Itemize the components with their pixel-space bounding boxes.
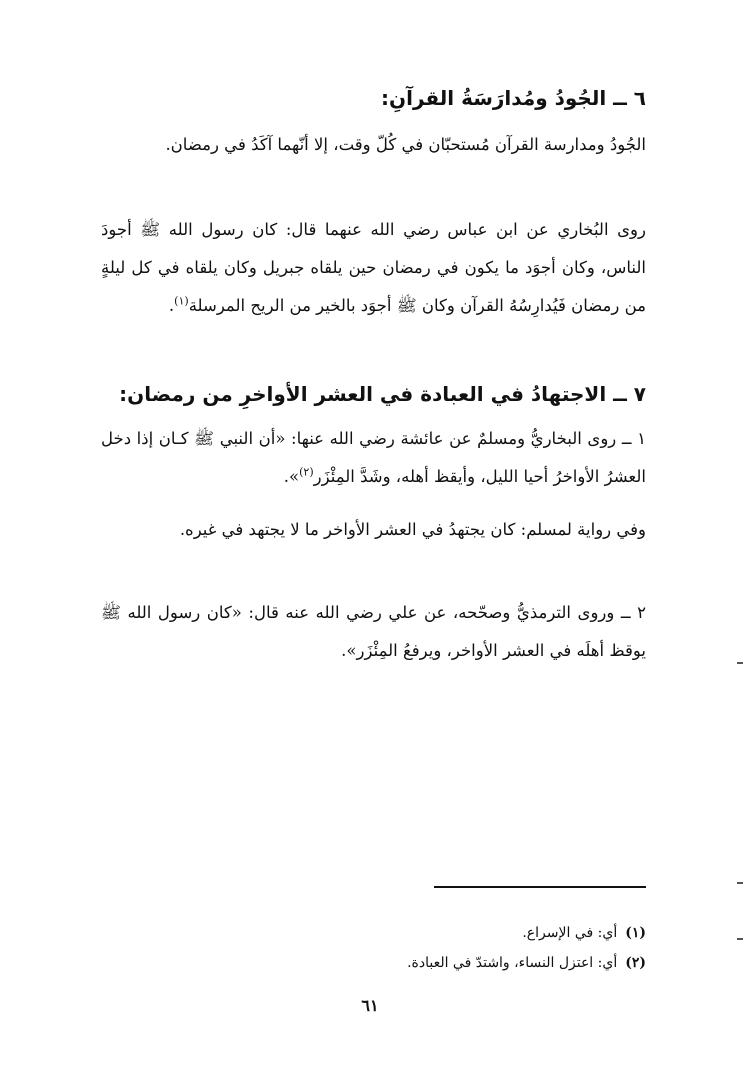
footnote-1-number: (١) <box>625 925 646 941</box>
section-7-heading: ٧ ــ الاجتهادُ في العبادة في العشر الأواخرِ من رمضان: <box>119 382 646 406</box>
section-7-paragraph-1-text: ١ ــ روى البخاريُّ ومسلمٌ عن عائشة رضي الله عنها: «أن النبي ﷺ كـان إذا دخل العشرُ الأواخرُ أحيا الليل، وأيقظ أهله، وشَدَّ المِئْزَر <box>101 429 646 486</box>
footnote-1-text: أي: في الإسراع. <box>522 925 618 941</box>
footnote-2-number: (٢) <box>625 955 646 971</box>
footnote-2-text: أي: اعتزل النساء، واشتدّ في العبادة. <box>407 955 618 971</box>
section-7-paragraph-3: ٢ ــ وروى الترمذيُّ وصحّحه، عن علي رضي الله عنه قال: «كان رسول الله ﷺ يوقظ أهلَه في العشر الأواخر، ويرفعُ المِئْزَر». <box>101 603 646 660</box>
footnotes <box>101 918 646 978</box>
section-7-paragraph-2: وفي رواية لمسلم: كان يجتهدُ في العشر الأواخر ما لا يجتهد في غيره. <box>179 520 646 539</box>
section-6-paragraph-2-text: روى البُخاري عن ابن عباس رضي الله عنهما قال: كان رسول الله ﷺ أجودَ الناس، وكان أجوَد ما يكون في رمضان حين يلقاه جبريل وكان يلقاه في كل ليلةٍ من رمضان فَيُدارِسُهُ القرآن وكان ﷺ أجوَد بالخير من الريح المرسلة <box>101 220 646 315</box>
section-6-heading: ٦ ــ الجُودُ ومُدارَسَةُ القرآنِ: <box>381 86 646 110</box>
scan-margin-mark <box>737 662 743 664</box>
page-number: ٦١ <box>361 996 379 1015</box>
footnote-2 <box>101 948 646 978</box>
scan-margin-mark <box>737 938 743 940</box>
section-6-paragraph-1: الجُودُ ومدارسة القرآن مُستحبّان في كُلّ وقت، إلا أنّهما آكَدُ في رمضان. <box>165 135 646 154</box>
section-6-paragraph-2 <box>101 211 646 325</box>
footnote-ref-2: (٢) <box>299 465 314 479</box>
section-7-paragraph-1-end: ». <box>283 467 300 486</box>
footnote-ref-1: (١) <box>174 294 189 308</box>
section-7-paragraph-1 <box>101 420 646 496</box>
section-6-paragraph-2-end: . <box>168 296 175 315</box>
footnote-divider <box>434 886 646 888</box>
scan-margin-mark <box>737 882 743 884</box>
footnote-1 <box>101 918 646 948</box>
